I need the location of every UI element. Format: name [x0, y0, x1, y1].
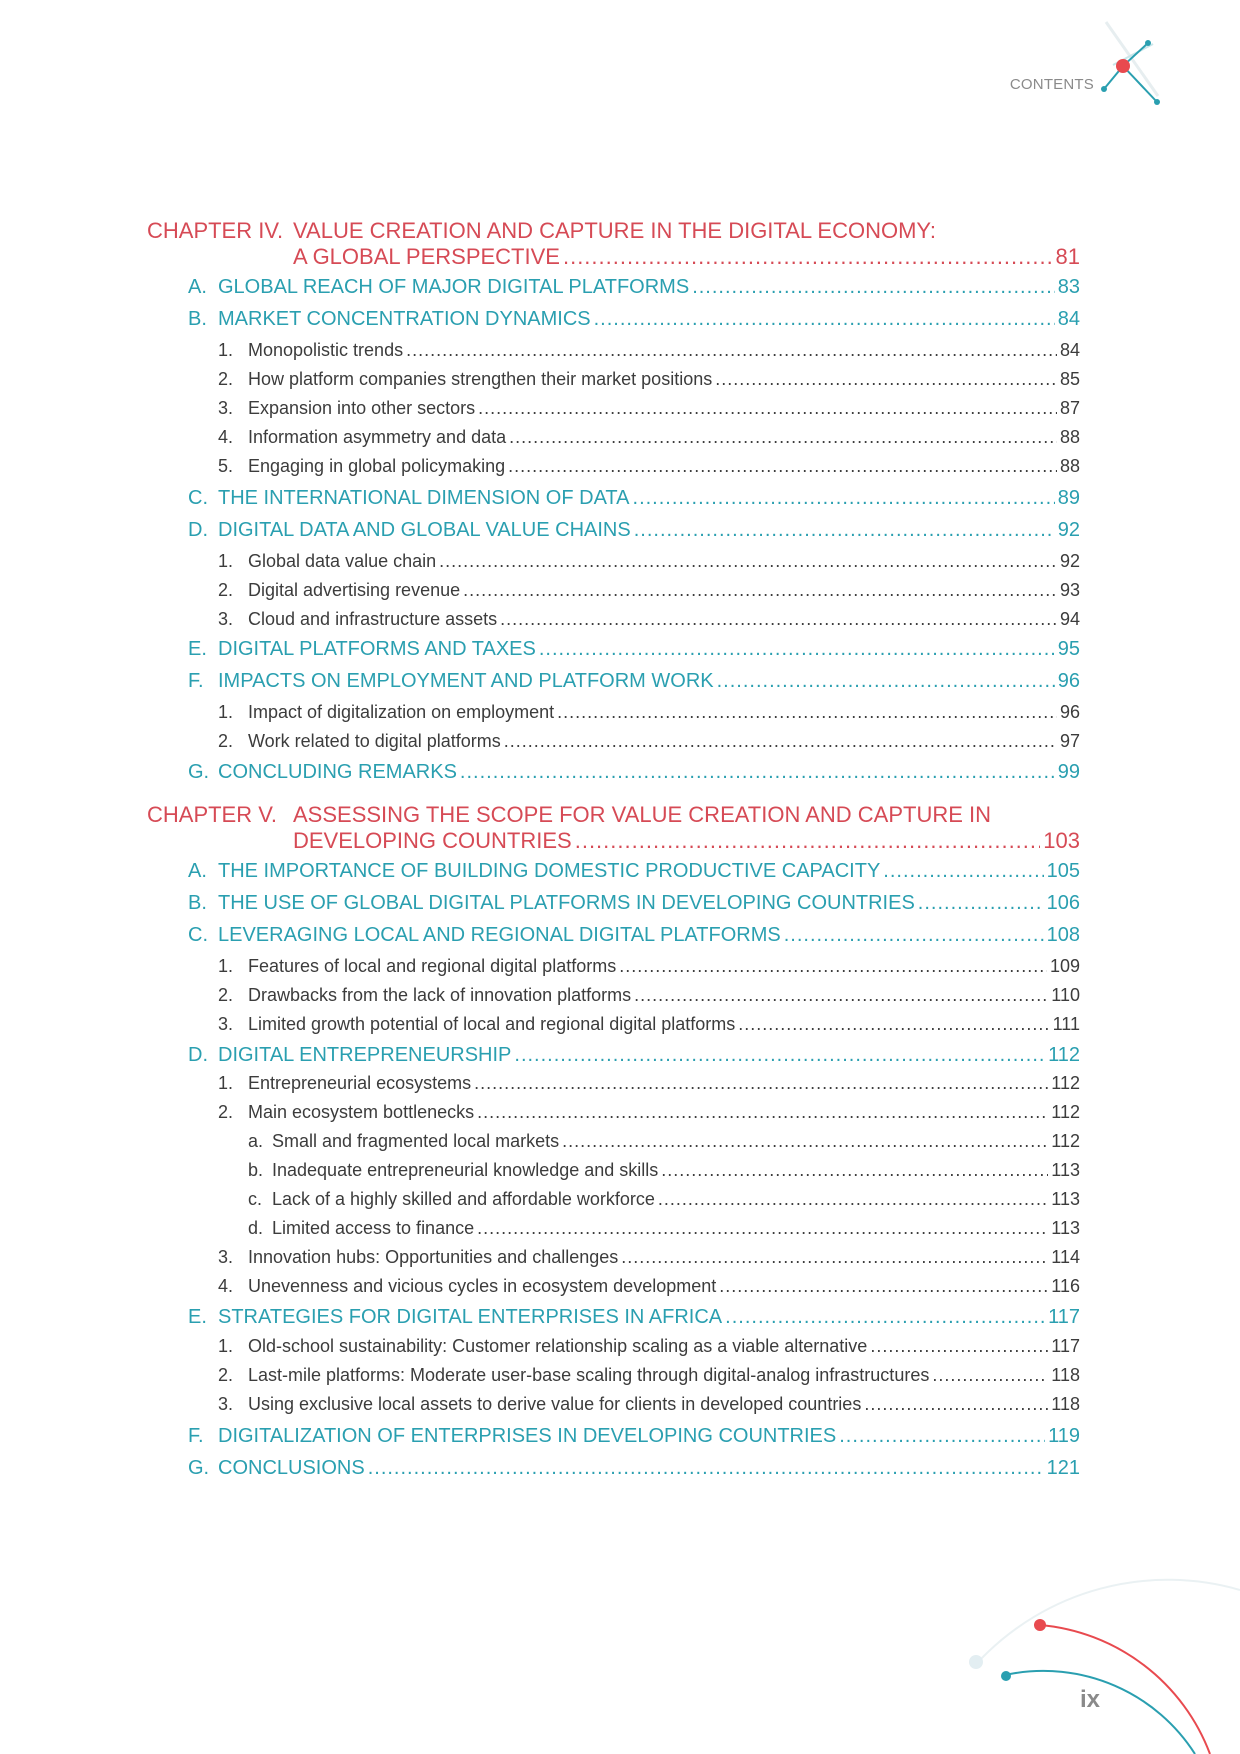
page-ref: 106: [1046, 892, 1080, 914]
item-title: Lack of a highly skilled and affordable workforce: [272, 1189, 655, 1209]
chapter-prefix: CHAPTER V.: [147, 802, 278, 827]
item-number: 1.: [218, 1073, 234, 1093]
section-title: CONCLUDING REMARKS: [218, 761, 457, 783]
toc-subsection-entry[interactable]: [218, 731, 1080, 752]
toc-section-entry[interactable]: [188, 924, 1080, 947]
item-title: Unevenness and vicious cycles in ecosystem development: [248, 1276, 717, 1296]
item-title: Drawbacks from the lack of innovation platforms: [248, 985, 632, 1005]
toc-section-entry[interactable]: [188, 1044, 1080, 1067]
orbit-arcs-icon: [960, 1570, 1240, 1754]
toc-subsubsection-entry[interactable]: [248, 1189, 1080, 1210]
item-letter: c.: [248, 1189, 263, 1209]
toc-section-entry[interactable]: [188, 892, 1080, 915]
section-letter: G.: [188, 761, 210, 783]
leader-dots: [692, 276, 1055, 299]
item-title: Limited access to finance: [272, 1218, 475, 1238]
item-title: Monopolistic trends: [248, 340, 404, 360]
leader-dots: [514, 1044, 1045, 1067]
page-ref: 110: [1051, 985, 1080, 1005]
page-ref: 93: [1059, 580, 1080, 600]
toc-subsection-entry[interactable]: [218, 956, 1080, 977]
leader-dots: [719, 1276, 1048, 1297]
page-ref: 92: [1059, 551, 1080, 571]
page-ref: 117: [1051, 1336, 1080, 1356]
item-title: Using exclusive local assets to derive value for clients in developed countries: [248, 1394, 862, 1414]
page-ref: 112: [1048, 1044, 1080, 1066]
section-title: DIGITAL ENTREPRENEURSHIP: [218, 1044, 512, 1066]
toc-subsection-entry[interactable]: [218, 1102, 1080, 1123]
leader-dots: [460, 761, 1055, 784]
toc-subsection-entry[interactable]: [218, 1247, 1080, 1268]
page-ref: 113: [1051, 1189, 1080, 1209]
leader-dots: [634, 985, 1048, 1006]
item-letter: d.: [248, 1218, 264, 1238]
leader-dots: [725, 1306, 1045, 1329]
item-letter: b.: [248, 1160, 264, 1180]
item-title: Engaging in global policymaking: [248, 456, 506, 476]
toc-subsection-entry[interactable]: [218, 340, 1080, 361]
item-number: 3.: [218, 398, 234, 418]
toc-subsection-entry[interactable]: [218, 1336, 1080, 1357]
item-title: Old-school sustainability: Customer relationship scaling as a viable alternative: [248, 1336, 868, 1356]
page-ref: 97: [1059, 731, 1080, 751]
item-number: 2.: [218, 985, 234, 1005]
item-title: Last-mile platforms: Moderate user-base scaling through digital-analog infrastructures: [248, 1365, 930, 1385]
section-title: GLOBAL REACH OF MAJOR DIGITAL PLATFORMS: [218, 276, 690, 298]
leader-dots: [562, 1131, 1048, 1152]
page-ref: 88: [1059, 427, 1080, 447]
toc-subsection-entry[interactable]: [218, 398, 1080, 419]
page-ref: 118: [1051, 1394, 1080, 1414]
page-ref: 112: [1051, 1073, 1080, 1093]
item-title: Entrepreneurial ecosystems: [248, 1073, 472, 1093]
toc-subsubsection-entry[interactable]: [248, 1160, 1080, 1181]
leader-dots: [500, 609, 1057, 630]
page-ref: 95: [1057, 638, 1080, 660]
item-number: 2.: [218, 369, 234, 389]
page-ref: 119: [1048, 1425, 1080, 1447]
leader-dots: [509, 427, 1057, 448]
toc-subsection-entry[interactable]: [218, 580, 1080, 601]
toc-section-entry[interactable]: [188, 276, 1080, 299]
section-title: DIGITALIZATION OF ENTERPRISES IN DEVELOPING COUNTRIES: [218, 1425, 837, 1447]
page-number: ix: [1079, 1686, 1100, 1713]
leader-dots: [717, 670, 1055, 693]
section-letter: C.: [188, 487, 208, 509]
section-letter: B.: [188, 308, 207, 330]
leader-dots: [594, 308, 1055, 331]
page-ref: 96: [1057, 670, 1080, 692]
page-ref: 88: [1059, 456, 1080, 476]
toc-section-entry[interactable]: [188, 487, 1080, 510]
page-ref: 92: [1057, 519, 1080, 541]
item-title: Innovation hubs: Opportunities and challenges: [248, 1247, 619, 1267]
toc-section-entry[interactable]: [188, 670, 1080, 693]
item-letter: a.: [248, 1131, 264, 1151]
item-title: Work related to digital platforms: [248, 731, 501, 751]
item-number: 1.: [218, 551, 234, 571]
leader-dots: [439, 551, 1057, 572]
leader-dots: [784, 924, 1044, 947]
page-ref: 84: [1057, 308, 1080, 330]
item-title: Expansion into other sectors: [248, 398, 476, 418]
leader-dots: [557, 702, 1057, 723]
page-ref: 121: [1046, 1457, 1080, 1479]
toc-subsection-entry[interactable]: [218, 609, 1080, 630]
leader-dots: [463, 580, 1057, 601]
section-letter: G.: [188, 1457, 210, 1479]
page-ref: 99: [1057, 761, 1080, 783]
leader-dots: [864, 1394, 1048, 1415]
item-title: Features of local and regional digital platforms: [248, 956, 617, 976]
section-letter: D.: [188, 1044, 208, 1066]
toc-chapter-entry[interactable]: [293, 244, 1080, 270]
item-number: 1.: [218, 956, 234, 976]
section-title: LEVERAGING LOCAL AND REGIONAL DIGITAL PLATFORMS: [218, 924, 781, 946]
chapter-title-line2: DEVELOPING COUNTRIES: [293, 828, 572, 853]
page-ref: 84: [1059, 340, 1080, 360]
item-title: How platform companies strengthen their market positions: [248, 369, 713, 389]
item-number: 4.: [218, 1276, 234, 1296]
leader-dots: [474, 1073, 1048, 1094]
section-letter: E.: [188, 638, 207, 660]
leader-dots: [539, 638, 1055, 661]
section-title: THE USE OF GLOBAL DIGITAL PLATFORMS IN DEVELOPING COUNTRIES: [218, 892, 915, 914]
running-header: CONTENTS: [1009, 76, 1094, 93]
toc-chapter-entry[interactable]: [293, 828, 1080, 854]
leader-dots: [932, 1365, 1048, 1386]
item-number: 2.: [218, 731, 234, 751]
item-number: 2.: [218, 1102, 234, 1122]
leader-dots: [918, 892, 1044, 915]
item-number: 1.: [218, 1336, 234, 1356]
leader-dots: [883, 860, 1043, 883]
page-ref: 118: [1051, 1365, 1080, 1385]
leader-dots: [368, 1457, 1044, 1480]
toc-subsection-entry[interactable]: [218, 1394, 1080, 1415]
page-ref: 112: [1051, 1131, 1080, 1151]
toc-subsubsection-entry[interactable]: [248, 1218, 1080, 1239]
section-title: DIGITAL DATA AND GLOBAL VALUE CHAINS: [218, 519, 631, 541]
item-number: 1.: [218, 702, 234, 722]
item-title: Inadequate entrepreneurial knowledge and skills: [272, 1160, 659, 1180]
page-ref: 114: [1051, 1247, 1080, 1267]
toc-subsubsection-entry[interactable]: [248, 1131, 1080, 1152]
toc-subsection-entry[interactable]: [218, 1073, 1080, 1094]
leader-dots: [633, 487, 1055, 510]
leader-dots: [563, 244, 1053, 270]
page-ref: 113: [1051, 1218, 1080, 1238]
leader-dots: [715, 369, 1057, 390]
toc-subsection-entry[interactable]: [218, 1276, 1080, 1297]
toc-subsection-entry[interactable]: [218, 551, 1080, 572]
item-title: Digital advertising revenue: [248, 580, 461, 600]
section-title: THE IMPORTANCE OF BUILDING DOMESTIC PRODUCTIVE CAPACITY: [218, 860, 881, 882]
toc-section-entry[interactable]: [188, 1425, 1080, 1448]
page-ref: 109: [1049, 956, 1080, 976]
item-title: Cloud and infrastructure assets: [248, 609, 498, 629]
toc-section-entry[interactable]: [188, 1306, 1080, 1329]
item-number: 5.: [218, 456, 234, 476]
item-title: Small and fragmented local markets: [272, 1131, 560, 1151]
chapter-title-line1: VALUE CREATION AND CAPTURE IN THE DIGITAL ECONOMY:: [293, 218, 936, 243]
toc-subsection-entry[interactable]: [218, 702, 1080, 723]
page-ref: 87: [1059, 398, 1080, 418]
item-number: 2.: [218, 1365, 234, 1385]
item-number: 3.: [218, 1014, 234, 1034]
leader-dots: [575, 828, 1041, 854]
toc-section-entry[interactable]: [188, 519, 1080, 542]
item-number: 3.: [218, 1394, 234, 1414]
page-ref: 89: [1057, 487, 1080, 509]
page-ref: 94: [1059, 609, 1080, 629]
section-title: THE INTERNATIONAL DIMENSION OF DATA: [218, 487, 630, 509]
item-number: 2.: [218, 580, 234, 600]
section-letter: F.: [188, 670, 204, 692]
leader-dots: [634, 519, 1055, 542]
leader-dots: [619, 956, 1047, 977]
leader-dots: [658, 1189, 1048, 1210]
section-letter: A.: [188, 276, 207, 298]
section-letter: D.: [188, 519, 208, 541]
leader-dots: [870, 1336, 1048, 1357]
toc-section-entry[interactable]: [188, 638, 1080, 661]
leader-dots: [504, 731, 1057, 752]
toc-subsection-entry[interactable]: [218, 1014, 1080, 1035]
section-letter: E.: [188, 1306, 207, 1328]
page-ref: 105: [1046, 860, 1080, 882]
leader-dots: [478, 398, 1057, 419]
network-node-icon: [1100, 14, 1200, 124]
toc-subsection-entry[interactable]: [218, 369, 1080, 390]
leader-dots: [738, 1014, 1049, 1035]
item-title: Impact of digitalization on employment: [248, 702, 555, 722]
leader-dots: [661, 1160, 1048, 1181]
page-ref: 116: [1051, 1276, 1080, 1296]
page-ref: 85: [1059, 369, 1080, 389]
leader-dots: [477, 1102, 1048, 1123]
toc-subsection-entry[interactable]: [218, 456, 1080, 477]
item-number: 4.: [218, 427, 234, 447]
toc-section-entry[interactable]: [188, 308, 1080, 331]
page-ref: 103: [1043, 828, 1080, 853]
page-ref: 96: [1059, 702, 1080, 722]
page-ref: 111: [1052, 1014, 1080, 1034]
section-title: IMPACTS ON EMPLOYMENT AND PLATFORM WORK: [218, 670, 714, 692]
toc-section-entry[interactable]: [188, 761, 1080, 784]
item-title: Limited growth potential of local and regional digital platforms: [248, 1014, 736, 1034]
section-letter: F.: [188, 1425, 204, 1447]
chapter-title-line2: A GLOBAL PERSPECTIVE: [293, 244, 560, 269]
item-number: 3.: [218, 609, 234, 629]
leader-dots: [508, 456, 1057, 477]
leader-dots: [839, 1425, 1045, 1448]
section-letter: A.: [188, 860, 207, 882]
leader-dots: [477, 1218, 1048, 1239]
item-title: Global data value chain: [248, 551, 437, 571]
page-ref: 108: [1046, 924, 1080, 946]
toc-subsection-entry[interactable]: [218, 1365, 1080, 1386]
chapter-prefix: CHAPTER IV.: [147, 218, 284, 243]
chapter-title-line1: ASSESSING THE SCOPE FOR VALUE CREATION AND CAPTURE IN: [293, 802, 992, 827]
leader-dots: [621, 1247, 1048, 1268]
section-title: STRATEGIES FOR DIGITAL ENTERPRISES IN AFRICA: [218, 1306, 723, 1328]
section-letter: C.: [188, 924, 208, 946]
item-title: Information asymmetry and data: [248, 427, 507, 447]
toc-subsection-entry[interactable]: [218, 985, 1080, 1006]
page-ref: 113: [1051, 1160, 1080, 1180]
page-ref: 112: [1051, 1102, 1080, 1122]
toc-section-entry[interactable]: [188, 860, 1080, 883]
page-ref: 83: [1057, 276, 1080, 298]
section-title: DIGITAL PLATFORMS AND TAXES: [218, 638, 536, 660]
section-title: MARKET CONCENTRATION DYNAMICS: [218, 308, 591, 330]
leader-dots: [406, 340, 1057, 361]
toc-section-entry[interactable]: [188, 1457, 1080, 1480]
toc-subsection-entry[interactable]: [218, 427, 1080, 448]
section-title: CONCLUSIONS: [218, 1457, 365, 1479]
page-ref: 117: [1048, 1306, 1080, 1328]
item-title: Main ecosystem bottlenecks: [248, 1102, 475, 1122]
item-number: 3.: [218, 1247, 234, 1267]
section-letter: B.: [188, 892, 207, 914]
page-ref: 81: [1055, 244, 1080, 269]
item-number: 1.: [218, 340, 234, 360]
